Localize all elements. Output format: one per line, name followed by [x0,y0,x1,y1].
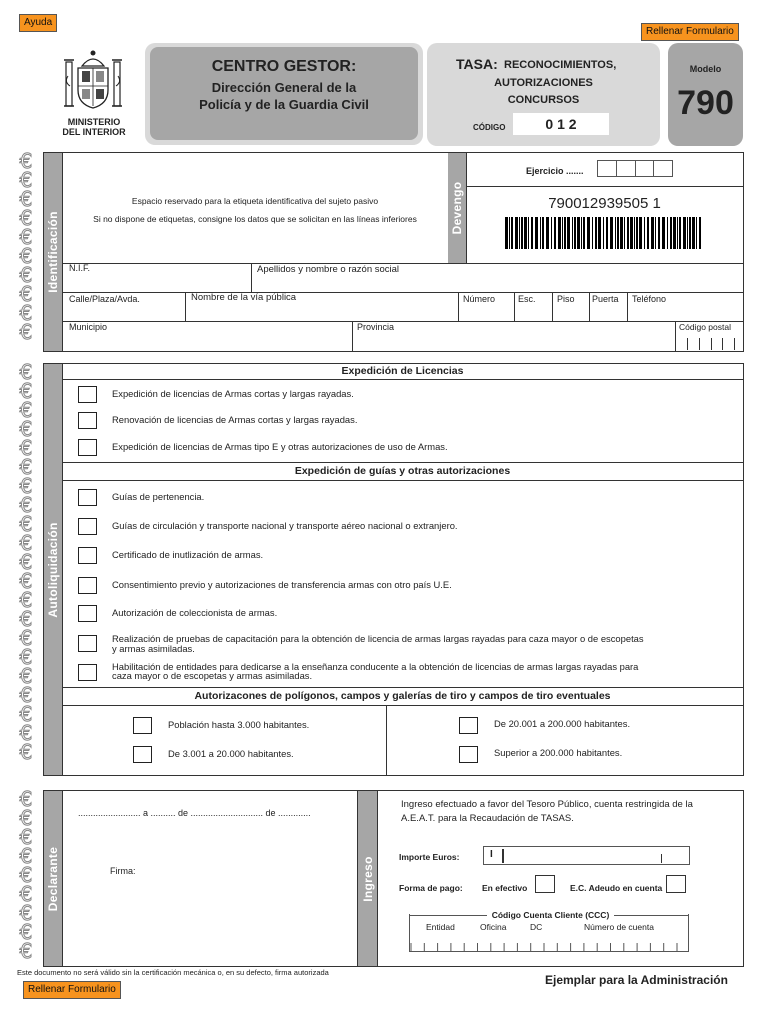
adeudo-checkbox[interactable] [666,875,686,893]
checkbox-guias-circulacion[interactable] [78,518,97,535]
puerta-field[interactable]: Puerta [592,294,619,304]
checkbox-certificado-inutilizacion[interactable] [78,547,97,564]
barcode-bar [577,217,580,249]
checkbox-guias-pertenencia[interactable] [78,489,97,506]
euro-pattern-icon: € [19,721,33,745]
barcode-bar [620,217,623,249]
euro-pattern-icon: € [19,398,33,422]
provincia-field[interactable]: Provincia [357,322,395,332]
ministry-line2: DEL INTERIOR [62,127,126,137]
euro-pattern-icon: € [19,263,33,287]
barcode-number: 790012939505 1 [548,195,661,212]
euro-pattern-icon: € [19,379,33,403]
euro-pattern-icon: € [19,512,33,536]
barcode-bar [692,217,695,249]
dc-label: DC [530,922,543,932]
euro-pattern-icon: € [19,790,33,811]
euro-pattern-icon: € [19,152,33,173]
tasa-label: TASA: [456,56,498,72]
option-label: Guías de pertenencia. [112,491,205,502]
barcode-bar [644,217,645,249]
barcode-bar [528,217,529,249]
option-label: Autorización de coleccionista de armas. [112,607,278,618]
modelo-panel [668,43,743,146]
euro-pattern-icon: € [19,702,33,726]
euro-pattern-icon: € [19,320,33,344]
barcode-bar [505,217,508,249]
oficina-label: Oficina [480,922,507,932]
ingreso-text [401,798,693,826]
option-label: Expedición de licencias de Armas cortas y largas rayadas. [112,388,354,399]
euro-pattern-icon: € [19,588,33,612]
ingreso-text-line2: A.E.A.T. para la Recaudación de TASAS. [401,813,574,824]
barcode-bar [554,217,556,249]
barcode-bar [551,217,552,249]
declarante-side-label: Declarante [44,791,62,966]
barcode-bar [603,217,604,249]
euro-pattern-icon: € [19,569,33,593]
checkbox-coleccionista[interactable] [78,605,97,622]
forma-pago-label: Forma de pago: [399,883,463,893]
ejercicio-input[interactable] [597,160,673,177]
nombre-via-field[interactable]: Nombre de la vía pública [191,292,297,303]
barcode-bar [562,217,563,249]
ingreso-side-label: Ingreso [358,791,377,966]
euro-pattern-icon: € [19,939,33,963]
barcode-bar [531,217,533,249]
barcode-bar [581,217,582,249]
euro-pattern-icon: € [19,882,33,906]
barcode-bar [634,217,635,249]
option-label: De 20.001 a 200.000 habitantes. [494,718,631,729]
euro-pattern-icon: € [19,683,33,707]
adeudo-label: E.C. Adeudo en cuenta [570,883,663,893]
help-button[interactable]: Ayuda [19,14,57,32]
barcode-bar [610,217,613,249]
checkbox-licencia-armas-cortas[interactable] [78,386,97,403]
barcode-bar [509,217,510,249]
option-label-cont: caza mayor o de escopetas y armas asimiladas. [112,670,313,681]
devengo-side-label: Devengo [448,153,466,263]
modelo-label: Modelo [689,64,722,74]
centro-gestor-line1: Dirección General de la [211,80,357,95]
checkbox-licencia-tipo-e[interactable] [78,439,97,456]
validity-note: Este documento no será válido sin la certificación mecánica o, en su defecto, firma autorizada [17,968,329,977]
euro-pattern-icon: € [19,920,33,944]
codigo-value: 0 1 2 [513,113,609,135]
option-label: Realización de pruebas de capacitación para la obtención de licencia de armas largas rayadas para caza mayor o de escopetas [112,633,644,644]
barcode-bar [515,217,518,249]
numero-cuenta-label: Número de cuenta [584,922,654,932]
ejercicio-label: Ejercicio ....... [526,166,584,176]
codigo-postal-field[interactable]: Código postal [679,322,731,332]
barcode-bar [615,217,616,249]
barcode-bar [574,217,576,249]
numero-field[interactable]: Número [463,294,496,304]
coat-of-arms-logo [58,48,128,116]
barcode-bar [696,217,697,249]
euro-pattern-strip-1 [12,152,40,352]
euro-pattern-icon: € [19,206,33,230]
codigo-label: CÓDIGO [473,123,506,132]
label-area-line1: Espacio reservado para la etiqueta identificativa del sujeto pasivo [131,196,379,206]
fill-form-button-bottom[interactable]: Rellenar Formulario [23,981,121,999]
euro-pattern-strip-3 [12,790,40,966]
centro-gestor-line2: Policía y de la Guardia Civil [199,97,369,112]
option-label: Renovación de licencias de Armas cortas y largas rayadas. [112,414,358,425]
option-label: Guías de circulación y transporte nacional y transporte aéreo nacional o extranjero. [112,520,458,531]
barcode-bar [540,217,541,249]
barcode-bar [572,217,573,249]
licencias-section-title: Expedición de Licencias [341,365,464,377]
barcode-bar [699,217,701,249]
euro-pattern-icon: € [19,225,33,249]
barcode-bar [598,217,601,249]
date-place-line[interactable]: ......................... a .......... de ............................. de ............. [78,808,311,818]
ministry-line1: MINISTERIO [67,117,121,127]
barcode-bar [683,217,686,249]
euro-pattern-icon: € [19,436,33,460]
identificacion-side-label: Identificación [44,153,62,351]
barcode-bar [677,217,678,249]
autoliquidacion-side-label: Autoliquidación [44,364,62,775]
efectivo-checkbox[interactable] [535,875,555,893]
euro-pattern-icon: € [19,901,33,925]
barcode-bar [567,217,570,249]
barcode-bar [689,217,691,249]
barcode-bar [658,217,660,249]
checkbox-poblacion-20001-200000[interactable] [459,717,478,734]
calle-field[interactable]: Calle/Plaza/Avda. [69,294,140,304]
checkbox-poblacion-hasta-3000[interactable] [133,717,152,734]
telefono-field[interactable]: Teléfono [632,294,667,304]
barcode-bar [564,217,566,249]
option-label: De 3.001 a 20.000 habitantes. [168,748,294,759]
euro-pattern-icon: € [19,531,33,555]
tasa-panel [427,43,660,146]
barcode-icon [505,217,705,254]
euro-pattern-icon: € [19,187,33,211]
guias-section-title: Expedición de guías y otras autorizaciones [294,465,511,477]
tasa-line1: RECONOCIMIENTOS, [504,59,617,71]
fill-form-button-top[interactable]: Rellenar Formulario [641,23,739,41]
euro-pattern-icon: € [19,455,33,479]
centro-gestor-panel [150,47,418,140]
barcode-bar [519,217,520,249]
apellidos-field[interactable]: Apellidos y nombre o razón social [257,264,400,275]
option-label: Certificado de inutlización de armas. [112,549,264,560]
option-label: Habilitación de entidades para dedicarse a la enseñanza conducente a la obtención de licencias de armas largas rayadas para [112,661,639,672]
option-label: Expedición de licencias de Armas tipo E y otras autorizaciones de uso de Armas. [112,441,448,452]
barcode-bar [647,217,649,249]
euro-pattern-icon: € [19,474,33,498]
ccc-input[interactable] [409,940,690,958]
euro-pattern-icon: € [19,168,33,192]
euro-pattern-icon: € [19,282,33,306]
option-label: Superior a 200.000 habitantes. [494,747,623,758]
euro-pattern-icon: € [19,493,33,517]
option-label: Consentimiento previo y autorizaciones de transferencia armas con otro país U.E. [112,579,452,590]
label-area-line2: Si no dispone de etiquetas, consigne los datos que se solicitan en las líneas inferiores [93,214,417,224]
esc-field[interactable]: Esc. [518,294,536,304]
barcode-bar [630,217,633,249]
municipio-field[interactable]: Municipio [69,322,108,332]
euro-pattern-icon: € [19,363,33,384]
barcode-bar [592,217,593,249]
barcode-bar [667,217,668,249]
euro-pattern-icon: € [19,607,33,631]
barcode-bar [639,217,642,249]
barcode-bar [524,217,527,249]
barcode-bar [636,217,638,249]
barcode-bar [511,217,513,249]
nif-field[interactable]: N.I.F. [69,263,91,273]
ejemplar-label: Ejemplar para la Administración [545,973,728,987]
barcode-bar [655,217,656,249]
barcode-bar [587,217,590,249]
checkbox-poblacion-3001-20000[interactable] [133,746,152,763]
ccc-title: Código Cuenta Cliente (CCC) [491,910,610,920]
euro-pattern-icon: € [19,806,33,830]
barcode-bar [617,217,619,249]
modelo-number: 790 [677,84,734,122]
importe-input[interactable] [483,846,690,865]
barcode-bar [535,217,538,249]
euro-pattern-icon: € [19,863,33,887]
centro-gestor-title: CENTRO GESTOR: [211,58,357,75]
importe-label: Importe Euros: [399,852,460,862]
barcode-bar [627,217,629,249]
euro-pattern-icon: € [19,825,33,849]
entidad-label: Entidad [426,922,455,932]
barcode-bar [542,217,544,249]
barcode-bar [651,217,654,249]
option-label: Población hasta 3.000 habitantes. [168,719,310,730]
euro-pattern-icon: € [19,645,33,669]
barcode-bar [546,217,549,249]
piso-field[interactable]: Piso [557,294,575,304]
euro-pattern-icon: € [19,244,33,268]
euro-pattern-icon: € [19,417,33,441]
ingreso-text-line1: Ingreso efectuado a favor del Tesoro Público, cuenta restringida de la [401,799,693,810]
barcode-bar [662,217,665,249]
codigo-postal-ticks [687,338,735,350]
option-label-cont: y armas asimiladas. [112,643,195,654]
checkbox-renovacion-licencias[interactable] [78,412,97,429]
barcode-bar [679,217,681,249]
efectivo-label: En efectivo [482,883,528,893]
tasa-line2: AUTORIZACIONES [494,77,593,89]
checkbox-habilitacion-entidades[interactable] [78,664,97,681]
barcode-bar [583,217,585,249]
barcode-bar [521,217,523,249]
importe-prefix: I [490,849,493,860]
checkbox-pruebas-capacitacion[interactable] [78,635,97,652]
barcode-bar [606,217,608,249]
euro-pattern-icon: € [19,740,33,764]
barcode-bar [687,217,688,249]
euro-pattern-icon: € [19,550,33,574]
barcode-bar [558,217,561,249]
checkbox-poblacion-superior-200000[interactable] [459,746,478,763]
barcode-bar [670,217,672,249]
euro-pattern-icon: € [19,664,33,688]
euro-pattern-icon: € [19,626,33,650]
tasa-line3: CONCURSOS [507,94,580,106]
barcode-bar [595,217,597,249]
euro-pattern-icon: € [19,301,33,325]
ministry-name [54,117,134,137]
euro-pattern-strip-2 [12,363,40,775]
euro-pattern-icon: € [19,844,33,868]
firma-label: Firma: [110,866,136,876]
poligonos-section-title: Autorizacones de polígonos, campos y galerías de tiro y campos de tiro eventuales [194,690,611,702]
barcode-bar [624,217,625,249]
barcode-bar [673,217,676,249]
checkbox-consentimiento-transferencia[interactable] [78,577,97,594]
